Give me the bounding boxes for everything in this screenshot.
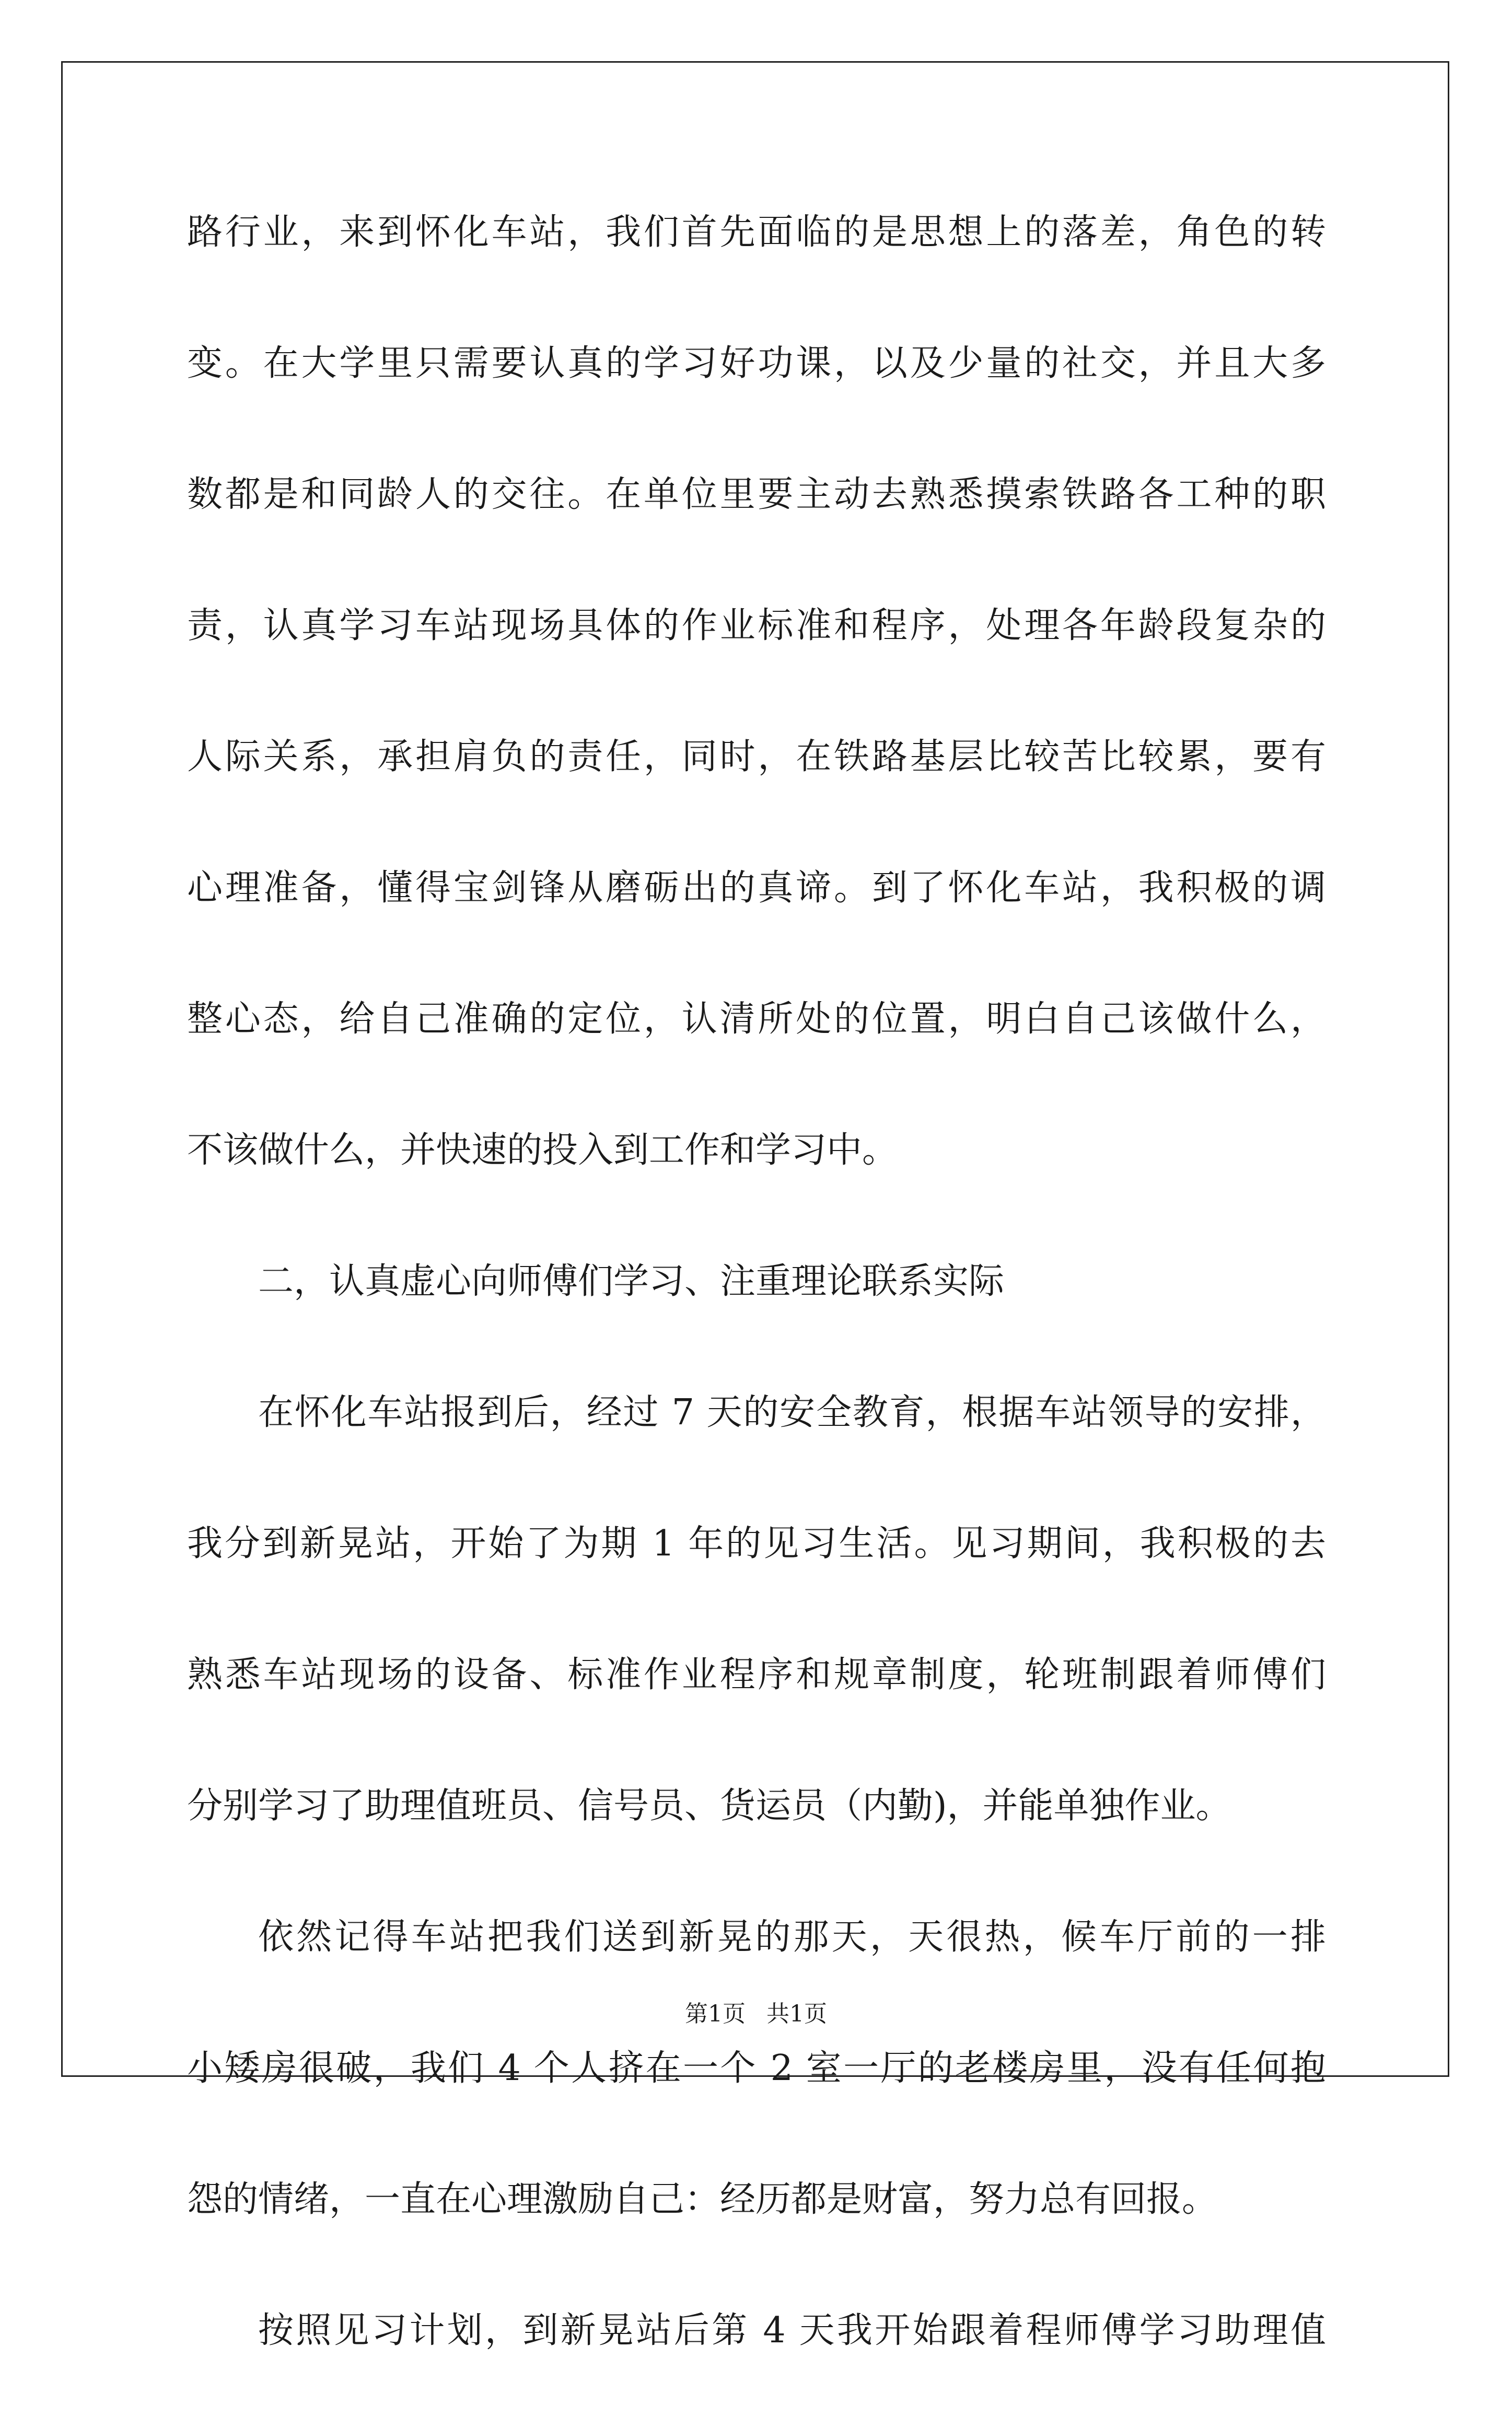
text-line: 小矮房很破，我们 4 个人挤在一个 2 室一厅的老楼房里，没有任何抱 xyxy=(187,2048,1326,2089)
text-line: 路行业，来到怀化车站，我们首先面临的是思想上的落差，角色的转 xyxy=(187,212,1326,253)
text-line: 变。在大学里只需要认真的学习好功课，以及少量的社交，并且大多 xyxy=(187,343,1326,384)
text-line: 分别学习了助理值班员、信号员、货运员（内勤)，并能单独作业。 xyxy=(187,1785,1231,1827)
text-line: 责，认真学习车站现场具体的作业标准和程序，处理各年龄段复杂的 xyxy=(187,605,1326,646)
text-line: 在怀化车站报到后，经过 7 天的安全教育，根据车站领导的安排， xyxy=(258,1392,1326,1433)
page-total: 共1页 xyxy=(766,2001,827,2027)
text-line: 数都是和同龄人的交往。在单位里要主动去熟悉摸索铁路各工种的职 xyxy=(187,474,1326,515)
text-line: 怨的情绪，一直在心理激励自己：经历都是财富，努力总有回报。 xyxy=(187,2179,1218,2220)
text-line: 按照见习计划，到新晃站后第 4 天我开始跟着程师傅学习助理值 xyxy=(258,2310,1326,2351)
page-footer xyxy=(0,1999,1512,2030)
text-line: 人际关系，承担肩负的责任，同时，在铁路基层比较苦比较累，要有 xyxy=(187,736,1326,777)
page-number: 第1页 xyxy=(685,2001,746,2027)
text-line: 整心态，给自己准确的定位，认清所处的位置，明白自己该做什么， xyxy=(187,998,1326,1040)
text-line: 熟悉车站现场的设备、标准作业程序和规章制度，轮班制跟着师傅们 xyxy=(187,1654,1326,1695)
document-body xyxy=(187,199,1326,2428)
text-line: 心理准备，懂得宝剑锋从磨砺出的真谛。到了怀化车站，我积极的调 xyxy=(187,867,1326,909)
text-line: 不该做什么，并快速的投入到工作和学习中。 xyxy=(187,1130,898,1171)
section-heading: 二，认真虚心向师傅们学习、注重理论联系实际 xyxy=(258,1261,1005,1302)
text-line: 我分到新晃站，开始了为期 1 年的见习生活。见习期间，我积极的去 xyxy=(187,1523,1326,1564)
text-line: 依然记得车站把我们送到新晃的那天，天很热，候车厅前的一排 xyxy=(258,1916,1326,1958)
